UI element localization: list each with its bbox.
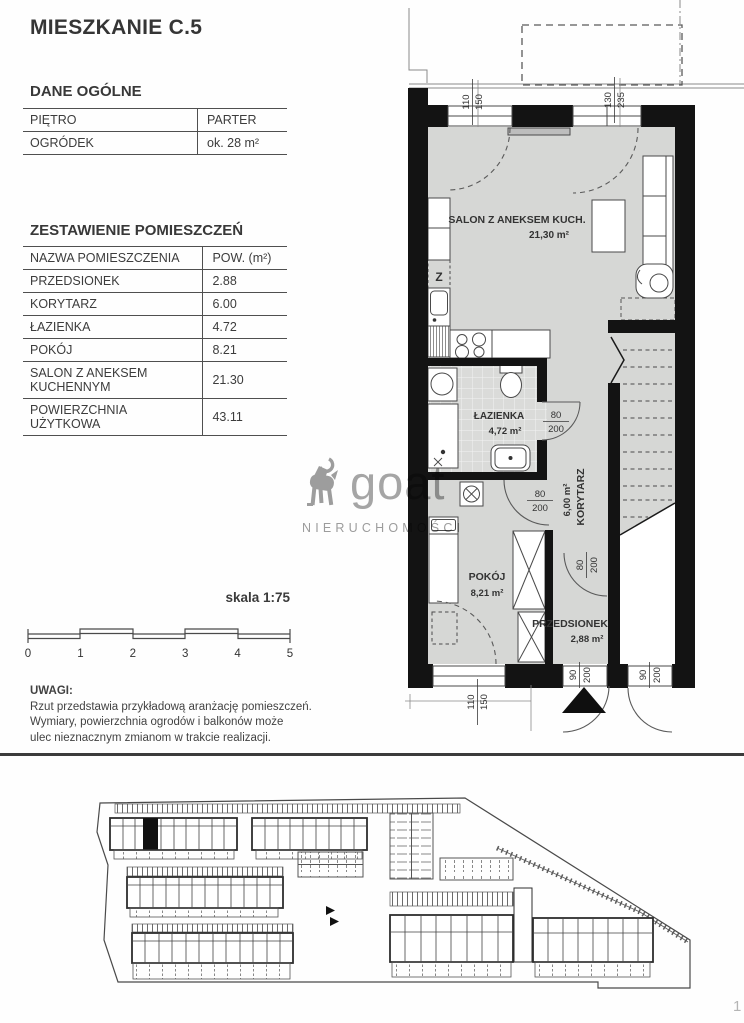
scale-tick: 3 xyxy=(181,648,189,660)
dim-text: 130 xyxy=(603,92,614,108)
room-area: 4.72 xyxy=(203,316,287,339)
row-value: ok. 28 m² xyxy=(198,132,288,155)
section-divider xyxy=(0,753,744,756)
row-label: OGRÓDEK xyxy=(23,132,198,155)
room-name: POKÓJ xyxy=(23,339,203,362)
scale-tick: 5 xyxy=(286,648,294,660)
brand-subtitle: NIERUCHOMOŚCI xyxy=(302,521,465,535)
scale-label: skala 1:75 xyxy=(225,590,290,605)
room-area: 2.88 xyxy=(203,270,287,293)
room-name: POWIERZCHNIA UŻYTKOWA xyxy=(23,399,203,436)
dim-text: 80 xyxy=(534,489,546,500)
room-name: SALON Z ANEKSEM KUCHENNYM xyxy=(23,362,203,399)
entrance-markers xyxy=(326,906,339,926)
row-value: PARTER xyxy=(198,109,288,132)
dim-text: 200 xyxy=(652,667,663,683)
dim-text: 80 xyxy=(550,410,562,421)
room-name: KORYTARZ xyxy=(23,293,203,316)
notes-line: ulec nieznacznym zmianom w trakcie realizacji. xyxy=(30,731,271,744)
scale-tick: 4 xyxy=(234,648,241,660)
row-label: PIĘTRO xyxy=(23,109,198,132)
kitchen-z-marker: Z xyxy=(435,270,443,284)
room-area-przedsionek: 2,88 m² xyxy=(570,634,604,645)
room-label-pokoj: POKÓJ xyxy=(468,571,506,583)
room-area: 21.30 xyxy=(203,362,287,399)
dim-text: 200 xyxy=(548,424,564,435)
col-name: NAZWA POMIESZCZENIA xyxy=(23,247,203,270)
room-area-salon: 21,30 m² xyxy=(528,230,570,241)
notes-line: Wymiary, powierzchnia ogrodów i balkonów może xyxy=(30,716,284,728)
dim-text: 110 xyxy=(461,94,472,110)
highlighted-unit xyxy=(143,818,158,850)
room-area-korytarz: 6,00 m² xyxy=(562,483,573,517)
dim-text: 90 xyxy=(568,669,579,681)
plot-lines xyxy=(409,0,744,88)
rooms-heading: ZESTAWIENIE POMIESZCZEŃ xyxy=(30,222,244,239)
notes xyxy=(30,684,330,746)
dim-text: 150 xyxy=(474,94,485,110)
dim-text: 110 xyxy=(466,694,477,710)
dim-text: 200 xyxy=(589,557,600,573)
scale-tick: 1 xyxy=(77,648,84,660)
dim-text: 200 xyxy=(532,503,548,514)
entrance-arrow-icon xyxy=(562,687,606,713)
scale-tick: 0 xyxy=(24,648,32,660)
dim-text: 235 xyxy=(616,92,627,108)
room-label-korytarz: KORYTARZ xyxy=(575,468,587,526)
dim-text: 90 xyxy=(638,669,649,681)
dim-text: 200 xyxy=(582,667,593,683)
room-area: 6.00 xyxy=(203,293,287,316)
room-name: ŁAZIENKA xyxy=(23,316,203,339)
col-area: POW. (m²) xyxy=(203,247,287,270)
room-label-przedsionek: PRZEDSIONEK xyxy=(532,618,608,630)
notes-heading: UWAGI: xyxy=(30,685,73,697)
room-area-pokoj: 8,21 m² xyxy=(470,588,504,599)
scale-tick: 2 xyxy=(129,648,137,660)
room-area-lazienka: 4,72 m² xyxy=(488,426,522,437)
page-number: 1 xyxy=(733,998,742,1015)
dim-text: 150 xyxy=(479,694,490,710)
room-area: 8.21 xyxy=(203,339,287,362)
dim-text: 80 xyxy=(575,559,586,571)
goat-icon xyxy=(299,456,347,516)
notes-line: Rzut przedstawia przykładową aranżację pomieszczeń. xyxy=(30,700,312,713)
site-plan xyxy=(0,770,744,1023)
room-label-salon: SALON Z ANEKSEM KUCH. xyxy=(448,214,586,226)
room-name: PRZEDSIONEK xyxy=(23,270,203,293)
room-area: 43.11 xyxy=(203,399,287,436)
general-heading: DANE OGÓLNE xyxy=(30,83,142,100)
floor-plan xyxy=(400,0,744,770)
brand-name: goat xyxy=(350,456,446,509)
page-title: MIESZKANIE C.5 xyxy=(30,16,203,39)
washing-machine xyxy=(460,482,483,506)
room-label-lazienka: ŁAZIENKA xyxy=(473,411,525,422)
